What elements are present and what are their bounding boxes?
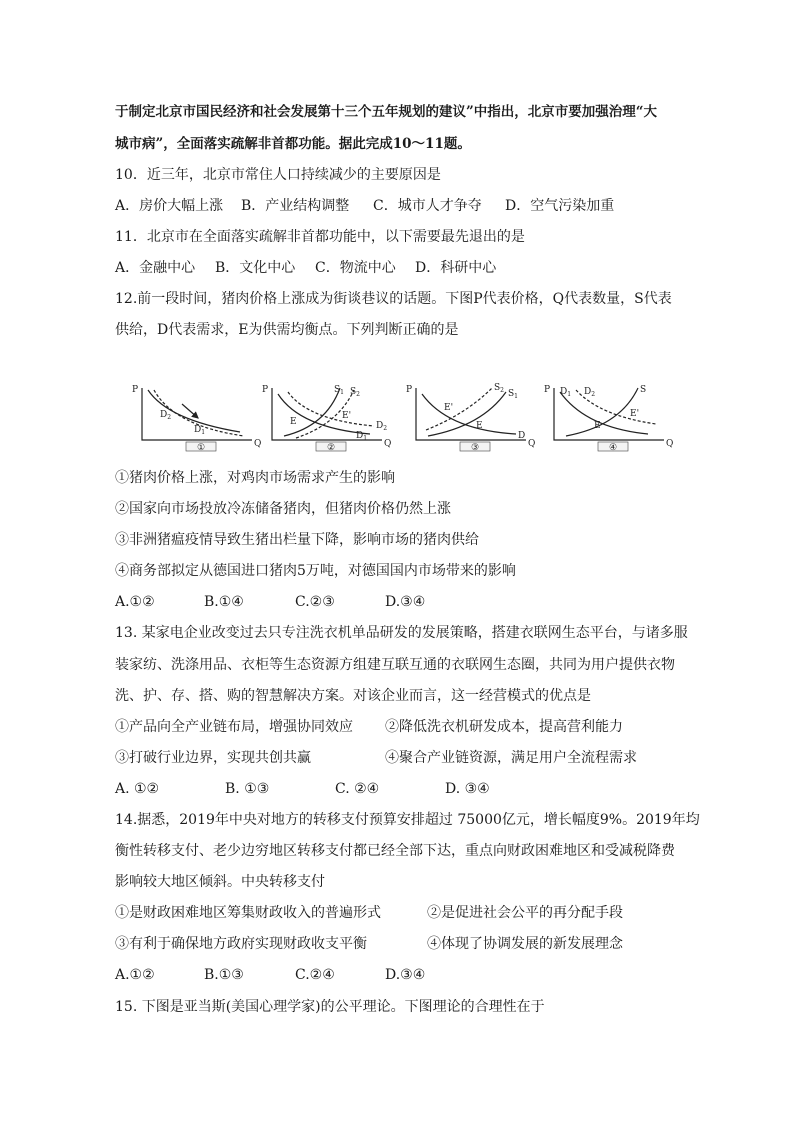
graph-2-e-prime-label: E': [342, 411, 352, 421]
statement-1: ①产品向全产业链布局，增强协同效应: [115, 719, 353, 735]
question-14-line-3: 影响较大地区倾斜。中央转移支付: [115, 874, 325, 890]
graph-3-s2-label: $S_2$: [494, 383, 504, 394]
graph-4-s-label: S: [640, 385, 647, 395]
option-b: B．产业结构调整: [241, 198, 350, 214]
supply-demand-graphs: [130, 380, 690, 456]
graph-4-d2-label: $D_2$: [584, 387, 596, 398]
graph-1-d2-label: $D_2$: [160, 410, 172, 421]
graph-2-axes: [272, 388, 382, 440]
option-b: B.①④: [204, 594, 244, 610]
graph-4-q-label: Q: [666, 439, 674, 449]
question-12-stem-line-1: 12.前一段时间，猪肉价格上涨成为街谈巷议的话题。下图P代表价格，Q代表数量，S代表: [115, 291, 672, 307]
graph-2-d1-label: $D_1$: [356, 431, 368, 442]
graph-3-supply-s1: [428, 392, 506, 436]
question-12-stem-line-2: 供给，D代表需求，E为供需均衡点。下列判断正确的是: [115, 322, 459, 338]
option-c: C．城市人才争夺: [373, 198, 482, 214]
option-d: D. ③④: [445, 781, 490, 797]
option-d: D.③④: [385, 967, 426, 983]
graph-4-d1-label: $D_1$: [560, 387, 572, 398]
question-11-options: [115, 259, 496, 277]
question-12-options: [115, 593, 425, 611]
graph-3-demand: [422, 394, 516, 434]
option-a: A.①②: [115, 594, 155, 610]
graph-4-e-label: E: [594, 421, 601, 431]
statement-2: ②是促进社会公平的再分配手段: [427, 905, 623, 921]
graph-2-q-label: Q: [384, 439, 392, 449]
graph-3-e-label: E: [476, 421, 483, 431]
graph-2-s1-label: $S_1$: [334, 385, 344, 396]
question-14-line-2: 衡性转移支付、老少边穷地区转移支付都已经全部下达，重点向财政困难地区和受减税降费: [115, 843, 675, 859]
statement-4: ④体现了协调发展的新发展理念: [427, 936, 623, 952]
statement-2: ②降低洗衣机研发成本，提高营利能力: [385, 719, 623, 735]
option-a: A. ①②: [115, 781, 160, 797]
question-12-statement-2: ②国家向市场投放冷冻储备猪肉，但猪肉价格仍然上涨: [115, 501, 451, 517]
question-10-options: [115, 197, 614, 215]
question-12-statement-3: ③非洲猪瘟疫情导致生猪出栏量下降，影响市场的猪肉供给: [115, 532, 479, 548]
option-b: B.①③: [204, 967, 244, 983]
question-14-statements-row-1: [115, 904, 623, 922]
graph-1-d1-label: $D_1$: [194, 425, 206, 436]
question-14-statements-row-2: [115, 935, 623, 953]
question-13-statements-row-2: [115, 749, 637, 767]
graph-2-e-label: E: [290, 417, 297, 427]
graph-2-number: ②: [327, 443, 336, 452]
graph-1-shift-arrow: [182, 404, 198, 418]
graph-1-q-label: Q: [254, 439, 262, 449]
option-c: C.②④: [295, 967, 335, 983]
graph-1-number: ①: [197, 443, 206, 452]
supply-demand-figure: [130, 380, 690, 452]
statement-3: ③打破行业边界，实现共创共赢: [115, 750, 311, 766]
question-13-statements-row-1: [115, 718, 623, 736]
question-10-stem: 10．近三年，北京市常住人口持续减少的主要原因是: [115, 167, 441, 183]
question-13-line-2: 装家纺、洗涤用品、衣柜等生态资源方组建互联互通的衣联网生态圈，共同为用户提供衣物: [115, 657, 675, 673]
option-b: B. ①③: [225, 781, 270, 797]
question-13-line-3: 洗、护、存、搭、购的智慧解决方案。对该企业而言，这一经营模式的优点是: [115, 688, 591, 704]
graph-3-number: ③: [471, 443, 480, 452]
option-c: C. ②④: [335, 781, 380, 797]
graph-3-e-prime-label: E': [444, 403, 454, 413]
question-13-line-1: 13. 某家电企业改变过去只专注洗衣机单品研发的发展策略，搭建衣联网生态平台，与诸多服: [115, 625, 688, 641]
graph-3-q-label: Q: [528, 439, 536, 449]
statement-4: ④聚合产业链资源，满足用户全流程需求: [385, 750, 637, 766]
graph-3-d-label: D: [518, 431, 526, 441]
graph-4-number: ④: [609, 443, 618, 452]
graph-3-s1-label: $S_1$: [508, 389, 518, 400]
statement-3: ③有利于确保地方政府实现财政收支平衡: [115, 936, 367, 952]
option-a: A．金融中心: [115, 260, 196, 276]
graph-1-p-label: P: [132, 385, 139, 395]
graph-2-demand-d2: [288, 392, 374, 426]
graph-2-p-label: P: [262, 385, 269, 395]
option-c: C.②③: [295, 594, 335, 610]
option-c: C．物流中心: [315, 260, 396, 276]
option-d: D.③④: [385, 594, 426, 610]
question-13-options: [115, 780, 490, 798]
option-a: A.①②: [115, 967, 155, 983]
question-12-statement-1: ①猪肉价格上涨，对鸡肉市场需求产生的影响: [115, 470, 395, 486]
graph-4-p-label: P: [544, 385, 551, 395]
graph-2-s2-label: $S_2$: [350, 387, 360, 398]
question-14-line-1: 14.据悉，2019年中央对地方的转移支付预算安排超过 75000亿元，增长幅度9%。2019年均: [115, 812, 700, 828]
intro-line-1: 于制定北京市国民经济和社会发展第十三个五年规划的建议”中指出，北京市要加强治理“大: [115, 104, 658, 120]
option-b: B．文化中心: [215, 260, 296, 276]
question-14-options: [115, 966, 425, 984]
graph-3-p-label: P: [406, 385, 413, 395]
question-12-statement-4: ④商务部拟定从德国进口猪肉5万吨，对德国国内市场带来的影响: [115, 563, 516, 579]
option-d: D．空气污染加重: [505, 198, 615, 214]
option-a: A．房价大幅上涨: [115, 198, 224, 214]
question-11-stem: 11．北京市在全面落实疏解非首都功能中，以下需要最先退出的是: [115, 229, 525, 245]
graph-2-supply-s1: [284, 388, 340, 436]
graph-4-supply: [566, 388, 638, 436]
option-d: D．科研中心: [415, 260, 497, 276]
graph-2-d2-label: $D_2$: [376, 421, 388, 432]
question-15-stem: 15. 下图是亚当斯(美国心理学家)的公平理论。下图理论的合理性在于: [115, 999, 545, 1015]
graph-4-e-prime-label: E': [630, 409, 640, 419]
statement-1: ①是财政困难地区筹集财政收入的普遍形式: [115, 905, 381, 921]
intro-line-2: 城市病”，全面落实疏解非首都功能。据此完成10～11题。: [115, 136, 471, 152]
